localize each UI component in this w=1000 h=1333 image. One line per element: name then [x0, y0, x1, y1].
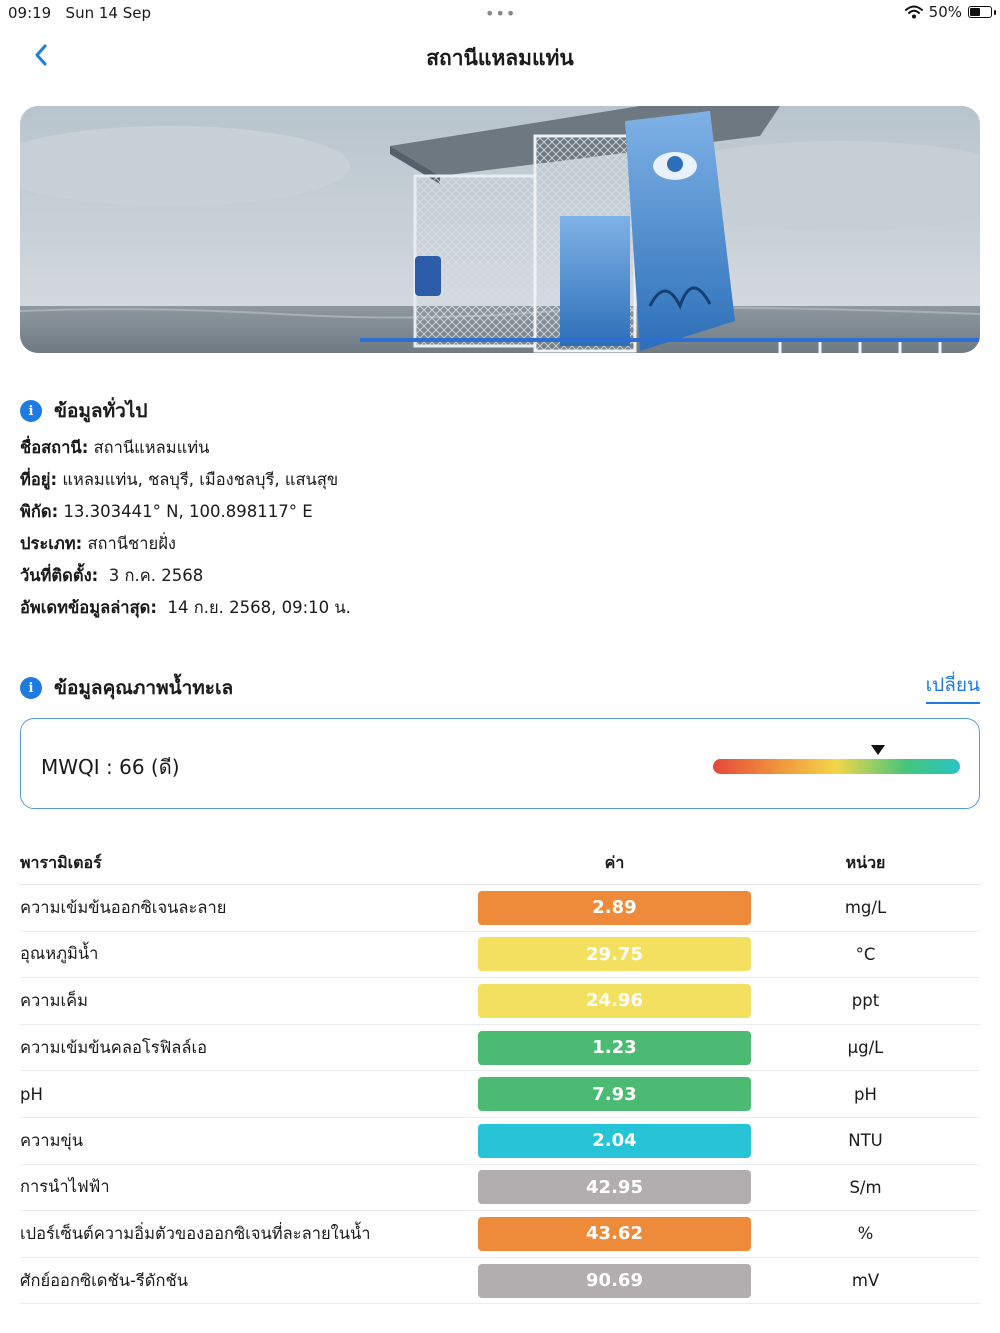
change-link[interactable]: เปลี่ยน	[926, 670, 980, 704]
parameter-value-badge: 24.96	[478, 984, 751, 1018]
table-row[interactable]	[20, 978, 980, 1025]
parameter-unit: °C	[855, 944, 876, 964]
table-body	[20, 885, 980, 1304]
battery-icon	[968, 6, 992, 18]
parameter-value-badge: 2.89	[478, 891, 751, 925]
parameter-unit: NTU	[848, 1131, 883, 1151]
parameter-value-cell	[478, 1217, 751, 1251]
parameter-value-badge: 43.62	[478, 1217, 751, 1251]
parameter-unit: ppt	[851, 991, 880, 1011]
parameter-value-cell	[478, 1124, 751, 1158]
table-row[interactable]	[20, 1071, 980, 1118]
parameter-value-badge: 90.69	[478, 1264, 751, 1298]
info-row-last-update: อัพเดทข้อมูลล่าสุด: 14 ก.ย. 2568, 09:10 น.	[20, 598, 351, 617]
parameter-unit: pH	[854, 1084, 877, 1104]
table-row[interactable]	[20, 885, 980, 932]
parameter-name: pH	[20, 1084, 43, 1104]
parameter-name: การนำไฟฟ้า	[20, 1177, 110, 1197]
parameter-value-cell	[478, 1031, 751, 1065]
battery-percent: 50%	[928, 3, 962, 21]
page-title: สถานีแหลมแท่น	[426, 46, 574, 70]
parameter-value-badge: 1.23	[478, 1031, 751, 1065]
table-row[interactable]	[20, 1165, 980, 1212]
general-info-list	[20, 432, 351, 624]
parameter-value-cell	[478, 1170, 751, 1204]
table-row[interactable]	[20, 932, 980, 979]
general-info-title: ข้อมูลทั่วไป	[54, 400, 148, 422]
mwqi-color-scale	[713, 759, 960, 774]
header-unit: หน่วย	[845, 852, 886, 872]
header-parameter: พารามิเตอร์	[20, 852, 102, 872]
parameter-name: อุณหภูมิน้ำ	[20, 944, 99, 964]
multitasking-dots-icon[interactable]: •••	[485, 4, 517, 23]
info-row-address: ที่อยู่: แหลมแท่น, ชลบุรี, เมืองชลบุรี, แสนสุข	[20, 470, 339, 489]
parameter-unit: S/m	[849, 1177, 882, 1197]
info-icon: i	[20, 677, 42, 699]
header-value: ค่า	[604, 852, 625, 872]
wifi-icon	[905, 5, 923, 19]
info-icon: i	[20, 400, 42, 422]
table-row[interactable]	[20, 1258, 980, 1305]
parameter-value-cell	[478, 891, 751, 925]
parameter-name: ความเข้มข้นคลอโรฟิลล์เอ	[20, 1037, 208, 1057]
parameter-name: ความเค็ม	[20, 990, 88, 1010]
mwqi-card	[20, 718, 980, 809]
parameter-value-badge: 7.93	[478, 1077, 751, 1111]
parameter-unit: mg/L	[844, 898, 887, 918]
parameter-value-cell	[478, 1077, 751, 1111]
info-row-type: ประเภท: สถานีชายฝั่ง	[20, 534, 176, 553]
parameter-value-cell	[478, 937, 751, 971]
mwqi-marker-icon	[871, 745, 885, 755]
general-info-header	[20, 396, 147, 426]
status-indicators	[905, 3, 992, 21]
parameter-name: ศักย์ออกซิเดชัน-รีดักชัน	[20, 1270, 188, 1290]
table-header	[20, 842, 980, 885]
parameter-name: เปอร์เซ็นต์ความอิ่มตัวของออกซิเจนที่ละลายในน้ำ	[20, 1223, 371, 1243]
parameter-value-badge: 2.04	[478, 1124, 751, 1158]
info-row-install-date: วันที่ติดตั้ง: 3 ก.ค. 2568	[20, 566, 204, 585]
table-row[interactable]	[20, 1025, 980, 1072]
parameter-unit: %	[857, 1224, 874, 1244]
parameter-table	[20, 842, 980, 1304]
parameter-unit: μg/L	[847, 1038, 884, 1058]
station-photo	[20, 106, 980, 353]
parameter-unit: mV	[851, 1271, 880, 1291]
navigation-bar	[0, 30, 1000, 82]
table-row[interactable]	[20, 1211, 980, 1258]
table-row[interactable]	[20, 1118, 980, 1165]
mwqi-value: MWQI : 66 (ดี)	[41, 755, 180, 779]
parameter-value-badge: 42.95	[478, 1170, 751, 1204]
parameter-value-cell	[478, 984, 751, 1018]
status-time-date: 09:19 Sun 14 Sep	[8, 4, 151, 22]
water-quality-header	[20, 673, 233, 703]
parameter-value-badge: 29.75	[478, 937, 751, 971]
water-quality-title: ข้อมูลคุณภาพน้ำทะเล	[54, 677, 234, 699]
status-bar	[0, 0, 1000, 26]
info-row-station-name: ชื่อสถานี: สถานีแหลมแท่น	[20, 438, 210, 457]
parameter-value-cell	[478, 1264, 751, 1298]
info-row-coordinates: พิกัด: 13.303441° N, 100.898117° E	[20, 502, 313, 521]
parameter-name: ความเข้มข้นออกซิเจนละลาย	[20, 897, 227, 917]
parameter-name: ความขุ่น	[20, 1130, 84, 1150]
